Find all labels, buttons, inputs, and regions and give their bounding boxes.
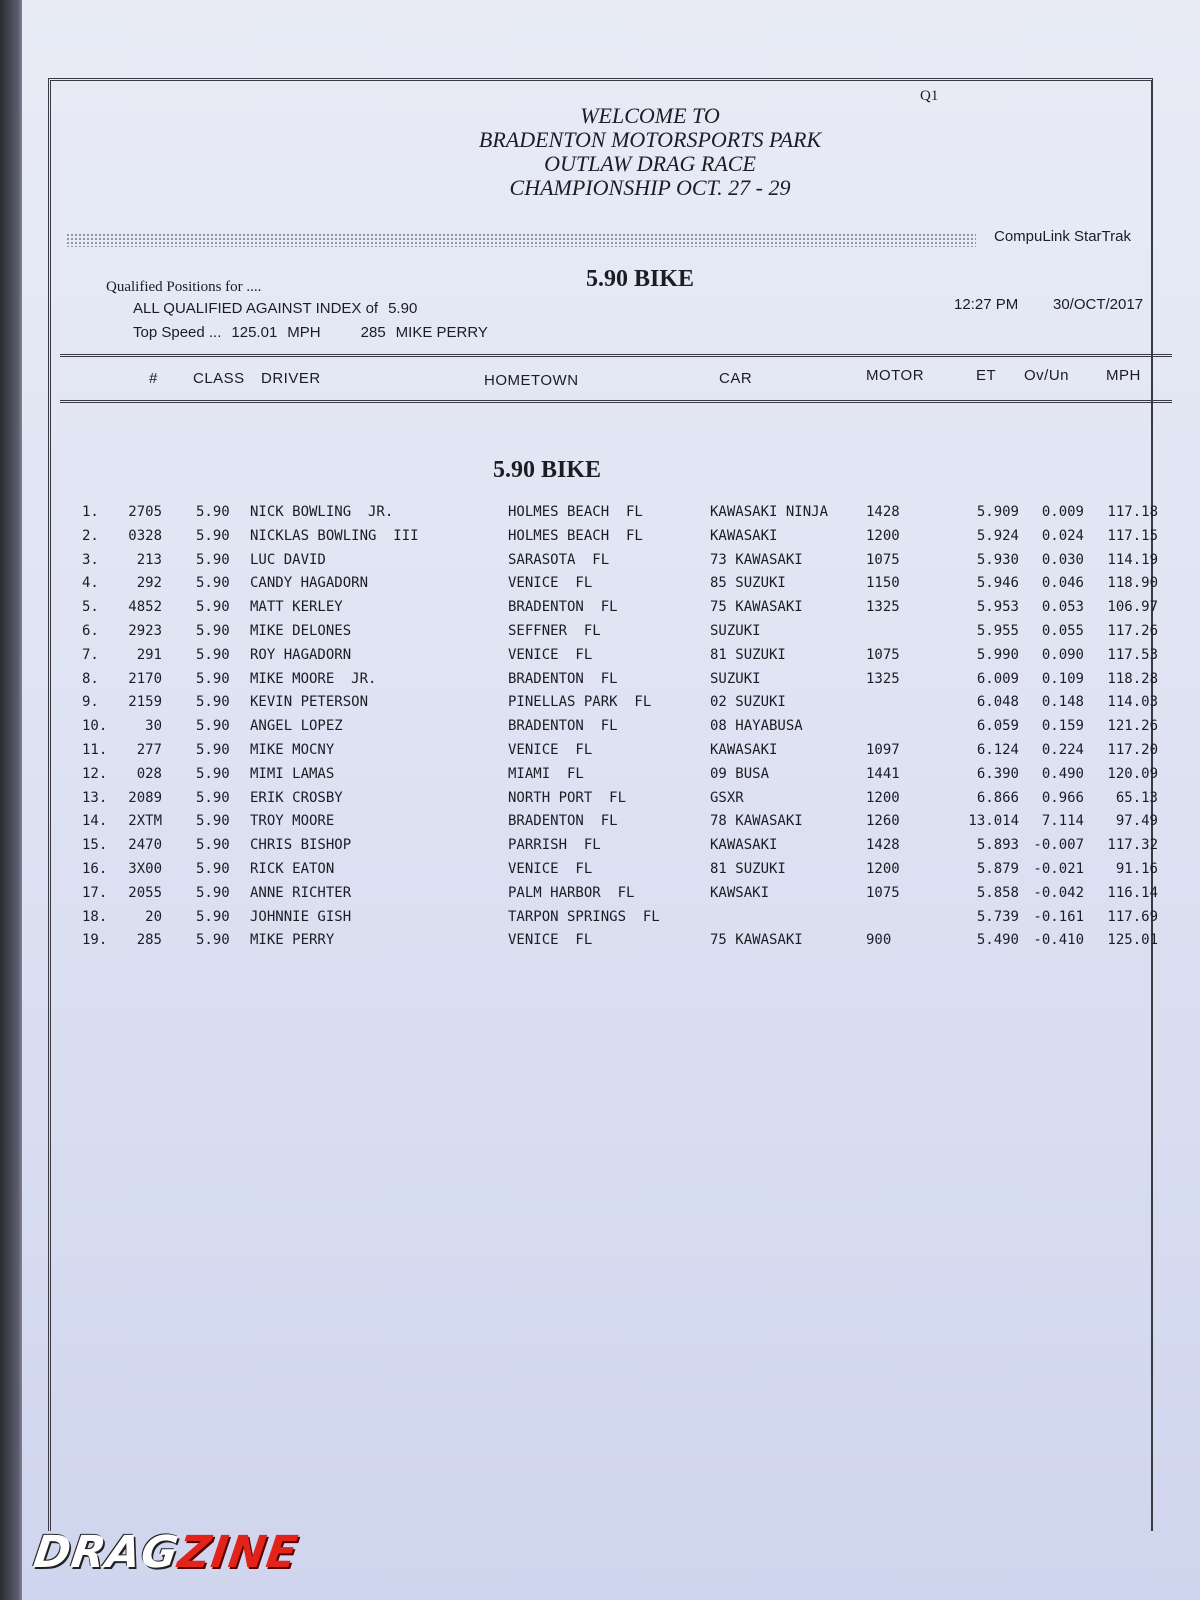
row-motor: 1075 xyxy=(866,551,900,568)
table-row xyxy=(0,623,1200,647)
row-ov-un: -0.021 xyxy=(1033,860,1084,877)
top-speed-line xyxy=(133,324,498,341)
dotted-divider xyxy=(66,233,976,247)
row-hometown: PARRISH FL xyxy=(508,837,601,854)
row-et: 6.866 xyxy=(976,789,1019,806)
row-number: 2XTM xyxy=(128,813,162,830)
row-ov-un: 0.109 xyxy=(1041,670,1084,687)
row-class: 5.90 xyxy=(196,765,230,782)
row-driver: JOHNNIE GISH xyxy=(250,908,352,925)
row-position: 9. xyxy=(82,694,99,711)
row-driver: RICK EATON xyxy=(250,860,335,877)
row-ov-un: 0.224 xyxy=(1041,741,1084,758)
row-mph: 117.26 xyxy=(1107,622,1158,639)
table-row xyxy=(0,575,1200,599)
row-position: 15. xyxy=(82,837,108,854)
col-header-motor: MOTOR xyxy=(866,367,925,384)
row-et: 5.955 xyxy=(976,622,1019,639)
table-row xyxy=(0,861,1200,885)
header-rule-bottom xyxy=(60,400,1172,403)
row-ov-un: 0.148 xyxy=(1041,694,1084,711)
row-number: 2159 xyxy=(128,694,162,711)
row-motor: 1200 xyxy=(866,789,900,806)
row-driver: ANNE RICHTER xyxy=(250,884,352,901)
row-hometown: MIAMI FL xyxy=(508,765,584,782)
row-et: 5.893 xyxy=(976,837,1019,854)
row-number: 028 xyxy=(136,765,162,782)
row-class: 5.90 xyxy=(196,860,230,877)
row-car: KAWASAKI xyxy=(710,741,778,758)
row-mph: 117.32 xyxy=(1107,837,1158,854)
row-hometown: NORTH PORT FL xyxy=(508,789,627,806)
row-mph: 114.03 xyxy=(1107,694,1158,711)
col-header-et: ET xyxy=(976,367,997,384)
row-et: 5.990 xyxy=(976,646,1019,663)
row-driver: MIKE PERRY xyxy=(250,932,335,949)
row-et: 6.059 xyxy=(976,718,1019,735)
row-motor: 900 xyxy=(866,932,892,949)
row-ov-un: 0.046 xyxy=(1041,575,1084,592)
row-ov-un: -0.161 xyxy=(1033,908,1084,925)
section-title: 5.90 BIKE xyxy=(493,457,602,483)
row-number: 4852 xyxy=(128,599,162,616)
col-header-car: CAR xyxy=(719,370,753,387)
row-number: 2470 xyxy=(128,837,162,854)
row-hometown: BRADENTON FL xyxy=(508,813,618,830)
row-ov-un: 0.490 xyxy=(1041,765,1084,782)
row-position: 10. xyxy=(82,718,108,735)
row-class: 5.90 xyxy=(196,694,230,711)
welcome-header xyxy=(390,104,910,200)
table-row xyxy=(0,694,1200,718)
row-number: 30 xyxy=(145,718,162,735)
row-number: 20 xyxy=(145,908,162,925)
print-time: 12:27 PM xyxy=(954,296,1019,313)
row-motor: 1325 xyxy=(866,599,900,616)
row-hometown: HOLMES BEACH FL xyxy=(508,504,643,520)
row-position: 2. xyxy=(82,527,99,544)
row-car: 02 SUZUKI xyxy=(710,694,786,711)
row-motor: 1428 xyxy=(866,837,900,854)
row-motor: 1200 xyxy=(866,860,900,877)
row-ov-un: 0.053 xyxy=(1041,599,1084,616)
row-hometown: BRADENTON FL xyxy=(508,599,618,616)
row-position: 17. xyxy=(82,884,108,901)
row-car: 81 SUZUKI xyxy=(710,646,786,663)
table-row xyxy=(0,813,1200,837)
row-ov-un: 0.090 xyxy=(1041,646,1084,663)
row-mph: 116.14 xyxy=(1107,884,1158,901)
row-class: 5.90 xyxy=(196,527,230,544)
row-motor: 1260 xyxy=(866,813,900,830)
row-motor: 1428 xyxy=(866,504,900,520)
row-hometown: VENICE FL xyxy=(508,575,593,592)
index-label: ALL QUALIFIED AGAINST INDEX of xyxy=(133,300,379,317)
index-value: 5.90 xyxy=(388,300,418,317)
row-car: 75 KAWASAKI xyxy=(710,932,803,949)
row-class: 5.90 xyxy=(196,599,230,616)
row-driver: CANDY HAGADORN xyxy=(250,575,369,592)
row-ov-un: 0.055 xyxy=(1041,622,1084,639)
row-mph: 117.18 xyxy=(1107,504,1158,520)
table-row xyxy=(0,718,1200,742)
row-motor: 1150 xyxy=(866,575,900,592)
row-class: 5.90 xyxy=(196,837,230,854)
row-car: GSXR xyxy=(710,789,744,806)
row-mph: 117.20 xyxy=(1107,741,1158,758)
row-class: 5.90 xyxy=(196,504,230,520)
row-hometown: VENICE FL xyxy=(508,932,593,949)
row-position: 6. xyxy=(82,622,99,639)
row-mph: 125.01 xyxy=(1107,932,1158,949)
row-class: 5.90 xyxy=(196,741,230,758)
row-driver: MIKE DELONES xyxy=(250,622,352,639)
row-car: SUZUKI xyxy=(710,622,761,639)
row-number: 2705 xyxy=(128,504,162,520)
row-ov-un: -0.007 xyxy=(1033,837,1084,854)
row-driver: LUC DAVID xyxy=(250,551,326,568)
col-header-class: CLASS xyxy=(193,370,245,387)
row-mph: 118.90 xyxy=(1107,575,1158,592)
row-class: 5.90 xyxy=(196,884,230,901)
logo-zine: ZINE xyxy=(174,1527,302,1578)
row-class: 5.90 xyxy=(196,908,230,925)
row-car: SUZUKI xyxy=(710,670,761,687)
welcome-line: CHAMPIONSHIP OCT. 27 - 29 xyxy=(509,175,791,200)
row-hometown: SEFFNER FL xyxy=(508,622,601,639)
row-ov-un: -0.410 xyxy=(1033,932,1084,949)
row-hometown: VENICE FL xyxy=(508,741,593,758)
row-et: 5.946 xyxy=(976,575,1019,592)
col-header-hometown: HOMETOWN xyxy=(484,372,579,389)
row-car: 85 SUZUKI xyxy=(710,575,786,592)
row-car: 81 SUZUKI xyxy=(710,860,786,877)
row-ov-un: -0.042 xyxy=(1033,884,1084,901)
row-class: 5.90 xyxy=(196,789,230,806)
top-speed-driver: MIKE PERRY xyxy=(395,324,488,341)
row-mph: 120.09 xyxy=(1107,765,1158,782)
row-number: 2089 xyxy=(128,789,162,806)
row-class: 5.90 xyxy=(196,718,230,735)
welcome-line: BRADENTON MOTORSPORTS PARK xyxy=(478,127,822,152)
header-rule-top xyxy=(60,354,1172,357)
row-class: 5.90 xyxy=(196,622,230,639)
sheet-code: Q1 xyxy=(920,88,939,104)
row-car: 78 KAWASAKI xyxy=(710,813,803,830)
row-number: 0328 xyxy=(128,527,162,544)
row-position: 5. xyxy=(82,599,99,616)
row-class: 5.90 xyxy=(196,670,230,687)
row-ov-un: 7.114 xyxy=(1041,813,1084,830)
row-ov-un: 0.966 xyxy=(1041,789,1084,806)
row-hometown: VENICE FL xyxy=(508,860,593,877)
row-driver: ERIK CROSBY xyxy=(250,789,343,806)
top-speed-unit: MPH xyxy=(287,324,321,341)
top-speed-value: 125.01 xyxy=(231,324,278,341)
row-motor: 1097 xyxy=(866,741,900,758)
logo-drag: DRAG xyxy=(30,1527,183,1578)
row-number: 213 xyxy=(136,551,162,568)
row-number: 277 xyxy=(136,741,162,758)
row-mph: 117.69 xyxy=(1107,908,1158,925)
row-hometown: VENICE FL xyxy=(508,646,593,663)
dragzine-logo xyxy=(30,1527,301,1578)
row-hometown: PINELLAS PARK FL xyxy=(508,694,652,711)
table-row xyxy=(0,742,1200,766)
row-car: KAWASAKI xyxy=(710,837,778,854)
row-ov-un: 0.024 xyxy=(1041,527,1084,544)
row-motor: 1200 xyxy=(866,527,900,544)
table-row xyxy=(0,599,1200,623)
row-ov-un: 0.159 xyxy=(1041,718,1084,735)
row-position: 4. xyxy=(82,575,99,592)
table-row xyxy=(0,766,1200,790)
print-date: 30/OCT/2017 xyxy=(1053,296,1144,313)
row-class: 5.90 xyxy=(196,932,230,949)
row-et: 6.048 xyxy=(976,694,1019,711)
row-class: 5.90 xyxy=(196,575,230,592)
col-header-mph: MPH xyxy=(1106,367,1141,384)
table-row xyxy=(0,552,1200,576)
row-mph: 117.15 xyxy=(1107,527,1158,544)
row-et: 13.014 xyxy=(968,813,1019,830)
row-driver: TROY MOORE xyxy=(250,813,335,830)
row-driver: MATT KERLEY xyxy=(250,599,343,616)
row-et: 5.924 xyxy=(976,527,1019,544)
row-et: 5.930 xyxy=(976,551,1019,568)
row-number: 3X00 xyxy=(128,860,162,877)
row-et: 5.953 xyxy=(976,599,1019,616)
row-mph: 114.19 xyxy=(1107,551,1158,568)
row-driver: NICKLAS BOWLING III xyxy=(250,527,419,544)
row-class: 5.90 xyxy=(196,813,230,830)
row-driver: MIKE MOORE JR. xyxy=(250,670,377,687)
class-title: 5.90 BIKE xyxy=(586,266,695,292)
row-et: 5.858 xyxy=(976,884,1019,901)
table-row xyxy=(0,885,1200,909)
row-mph: 65.13 xyxy=(1115,789,1158,806)
row-motor: 1441 xyxy=(866,765,900,782)
col-header-num: # xyxy=(149,370,158,387)
row-hometown: BRADENTON FL xyxy=(508,718,618,735)
table-row xyxy=(0,790,1200,814)
table-row xyxy=(0,647,1200,671)
qualified-for-label: Qualified Positions for .... xyxy=(106,279,262,295)
row-position: 18. xyxy=(82,908,108,925)
table-row xyxy=(0,671,1200,695)
row-motor: 1075 xyxy=(866,646,900,663)
row-driver: ROY HAGADORN xyxy=(250,646,352,663)
row-et: 6.124 xyxy=(976,741,1019,758)
row-car: KAWSAKI xyxy=(710,884,770,901)
index-line xyxy=(133,300,427,317)
row-mph: 106.97 xyxy=(1107,599,1158,616)
row-et: 6.390 xyxy=(976,765,1019,782)
table-row xyxy=(0,909,1200,933)
row-number: 2170 xyxy=(128,670,162,687)
row-position: 14. xyxy=(82,813,108,830)
row-number: 285 xyxy=(136,932,162,949)
row-driver: NICK BOWLING JR. xyxy=(250,504,394,520)
row-hometown: PALM HARBOR FL xyxy=(508,884,635,901)
row-driver: MIKE MOCNY xyxy=(250,741,335,758)
row-et: 5.490 xyxy=(976,932,1019,949)
row-hometown: HOLMES BEACH FL xyxy=(508,527,643,544)
row-hometown: SARASOTA FL xyxy=(508,551,610,568)
row-car: KAWASAKI xyxy=(710,527,778,544)
welcome-line: OUTLAW DRAG RACE xyxy=(544,151,756,176)
row-position: 12. xyxy=(82,765,108,782)
row-mph: 121.26 xyxy=(1107,718,1158,735)
row-ov-un: 0.009 xyxy=(1041,504,1084,520)
row-car: 09 BUSA xyxy=(710,765,770,782)
table-row xyxy=(0,932,1200,956)
row-car: 73 KAWASAKI xyxy=(710,551,803,568)
row-motor: 1075 xyxy=(866,884,900,901)
row-position: 1. xyxy=(82,504,99,520)
row-driver: KEVIN PETERSON xyxy=(250,694,369,711)
row-number: 2923 xyxy=(128,622,162,639)
row-position: 3. xyxy=(82,551,99,568)
table-row xyxy=(0,504,1200,528)
row-motor: 1325 xyxy=(866,670,900,687)
row-driver: MIMI LAMAS xyxy=(250,765,335,782)
row-position: 11. xyxy=(82,741,108,758)
row-number: 291 xyxy=(136,646,162,663)
row-ov-un: 0.030 xyxy=(1041,551,1084,568)
row-hometown: TARPON SPRINGS FL xyxy=(508,908,660,925)
table-row xyxy=(0,837,1200,861)
row-mph: 97.49 xyxy=(1115,813,1158,830)
row-car: KAWASAKI NINJA xyxy=(710,504,829,520)
system-name: CompuLink StarTrak xyxy=(994,228,1131,245)
row-position: 8. xyxy=(82,670,99,687)
row-class: 5.90 xyxy=(196,646,230,663)
row-hometown: BRADENTON FL xyxy=(508,670,618,687)
row-et: 6.009 xyxy=(976,670,1019,687)
table-row xyxy=(0,528,1200,552)
row-et: 5.879 xyxy=(976,860,1019,877)
top-speed-number: 285 xyxy=(360,324,386,341)
row-driver: ANGEL LOPEZ xyxy=(250,718,343,735)
row-et: 5.909 xyxy=(976,504,1019,520)
row-class: 5.90 xyxy=(196,551,230,568)
results-table xyxy=(0,504,1200,956)
row-mph: 91.16 xyxy=(1115,860,1158,877)
row-et: 5.739 xyxy=(976,908,1019,925)
row-number: 292 xyxy=(136,575,162,592)
row-position: 7. xyxy=(82,646,99,663)
row-car: 75 KAWASAKI xyxy=(710,599,803,616)
row-mph: 117.53 xyxy=(1107,646,1158,663)
col-header-ovun: Ov/Un xyxy=(1024,367,1070,384)
row-position: 19. xyxy=(82,932,108,949)
row-position: 16. xyxy=(82,860,108,877)
welcome-line: WELCOME TO xyxy=(580,103,720,128)
row-car: 08 HAYABUSA xyxy=(710,718,803,735)
row-position: 13. xyxy=(82,789,108,806)
col-header-driver: DRIVER xyxy=(261,370,321,387)
row-number: 2055 xyxy=(128,884,162,901)
row-mph: 118.28 xyxy=(1107,670,1158,687)
row-driver: CHRIS BISHOP xyxy=(250,837,352,854)
top-speed-label: Top Speed ... xyxy=(133,324,222,341)
